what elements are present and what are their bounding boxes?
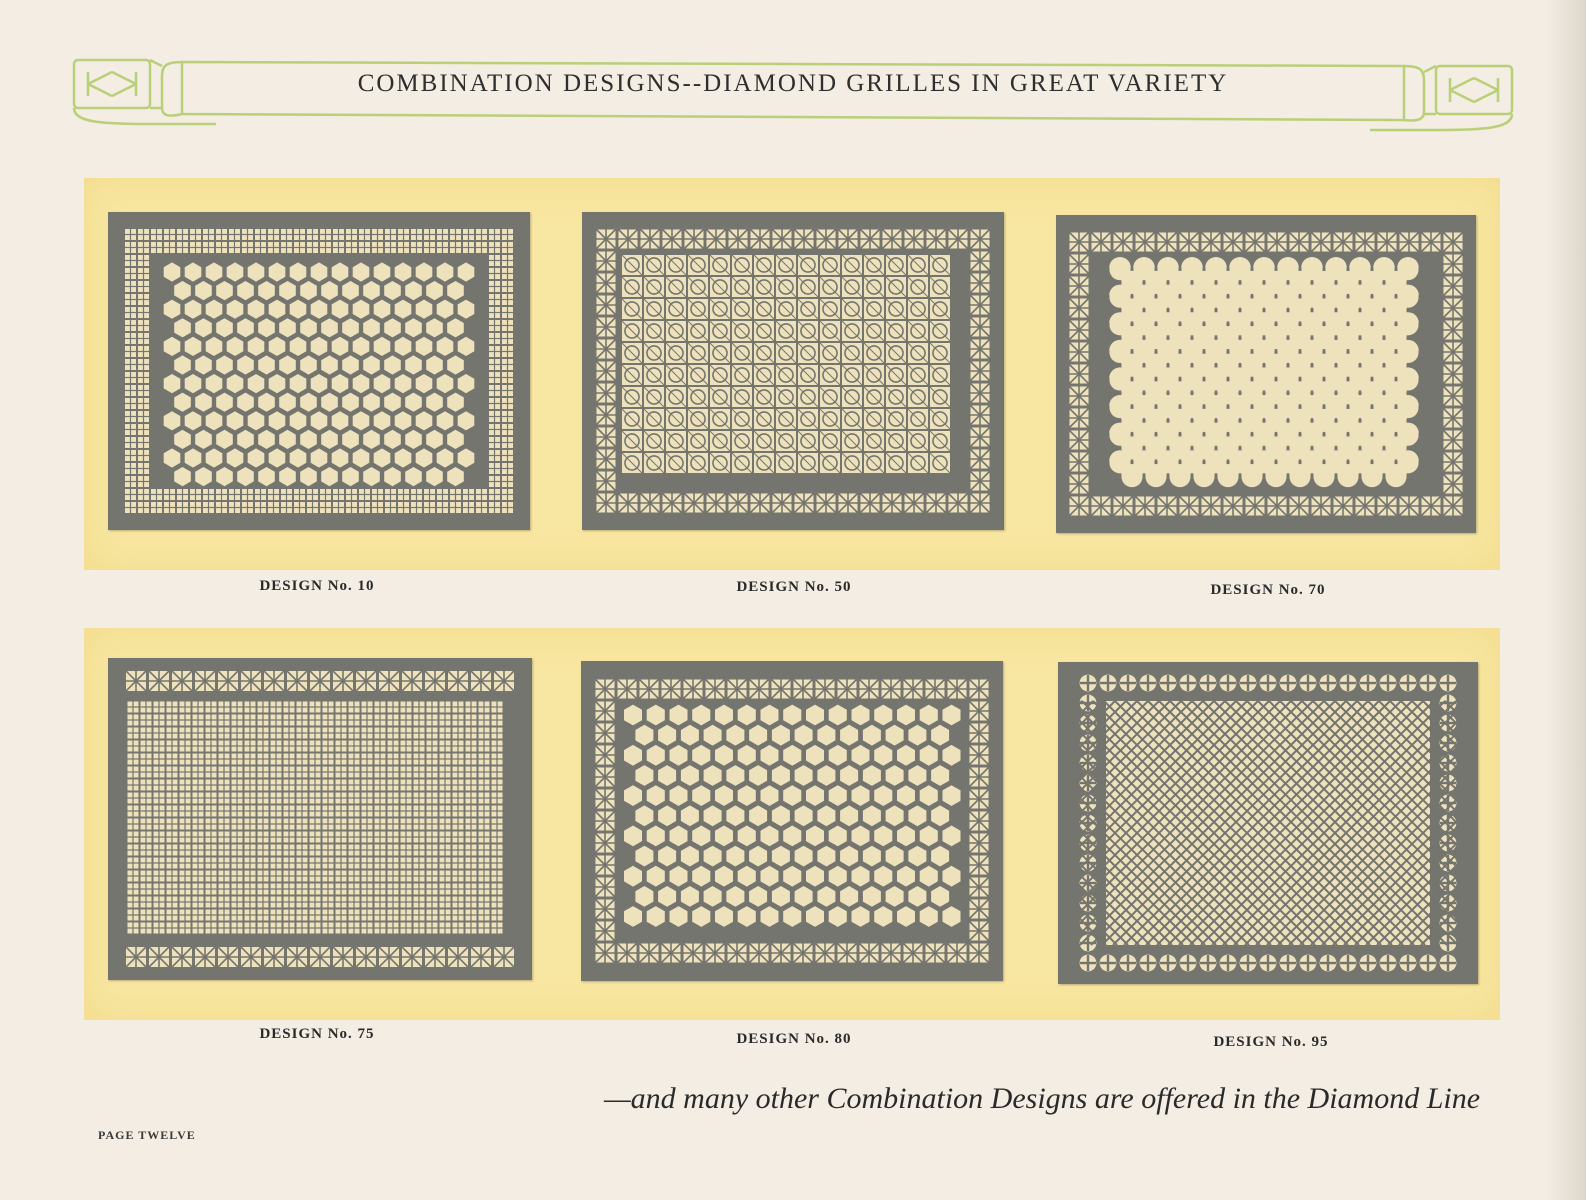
grille-openwork <box>593 672 991 970</box>
grille-openwork <box>120 669 520 969</box>
caption-design-80: DESIGN No. 80 <box>736 1031 852 1047</box>
caption-design-75: DESIGN No. 75 <box>259 1026 375 1042</box>
header-banner <box>70 52 1516 136</box>
grille-design-10 <box>108 212 530 530</box>
grille-openwork <box>594 223 992 519</box>
page-number: PAGE TWELVE <box>98 1128 196 1142</box>
caption-design-50: DESIGN No. 50 <box>736 579 852 595</box>
caption-design-95: DESIGN No. 95 <box>1213 1034 1329 1050</box>
grille-design-75 <box>108 658 532 980</box>
grille-openwork <box>1068 226 1464 522</box>
grille-openwork <box>1070 673 1466 973</box>
grille-openwork <box>120 223 518 519</box>
page-title: COMBINATION DESIGNS--DIAMOND GRILLES IN GREAT VARIETY <box>357 70 1229 97</box>
caption-design-10: DESIGN No. 10 <box>259 578 375 594</box>
caption-design-70: DESIGN No. 70 <box>1210 582 1326 598</box>
grille-design-95 <box>1058 662 1478 984</box>
grille-design-50 <box>582 212 1004 530</box>
page-edge-shadow <box>1546 0 1586 1200</box>
grille-design-70 <box>1056 215 1476 533</box>
grille-design-80 <box>581 661 1003 981</box>
footer-tagline: —and many other Combination Designs are offered in the Diamond Line <box>604 1082 1481 1115</box>
